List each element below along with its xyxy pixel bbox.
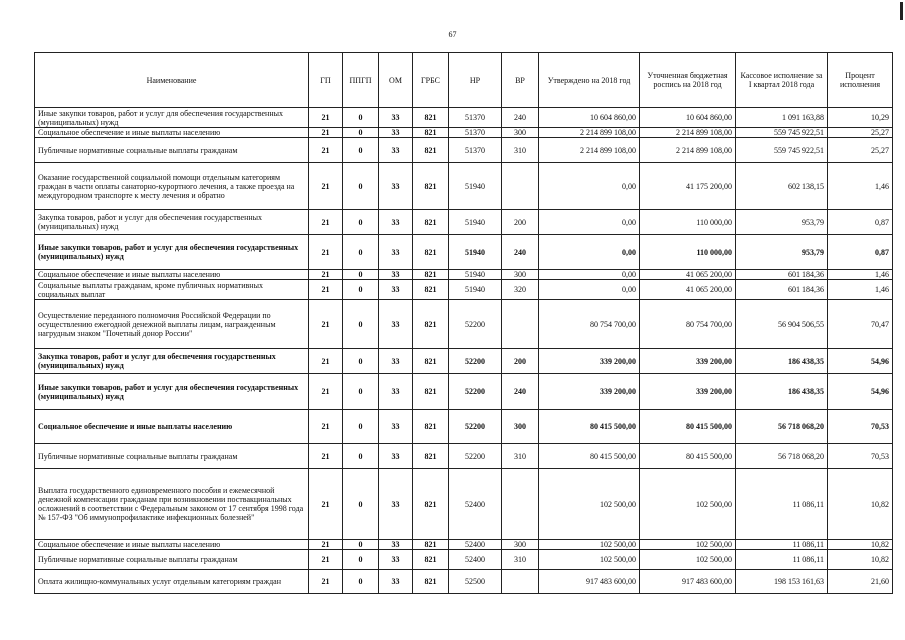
cell-refined: 41 065 200,00 — [640, 270, 736, 280]
table-row — [35, 235, 893, 270]
cell-pgp: 0 — [343, 235, 379, 270]
cell-om: 33 — [379, 349, 413, 374]
table-header-row — [35, 53, 893, 108]
cell-pgp: 0 — [343, 410, 379, 444]
cell-vr: 310 — [502, 550, 539, 570]
cell-refined: 2 214 899 108,00 — [640, 138, 736, 163]
cell-refined: 339 200,00 — [640, 349, 736, 374]
cell-gp: 21 — [309, 469, 343, 540]
cell-approved: 102 500,00 — [539, 550, 640, 570]
cell-grbs: 821 — [413, 138, 449, 163]
cell-cash: 11 086,11 — [736, 540, 828, 550]
cell-np: 51370 — [449, 108, 502, 128]
cell-name: Социальное обеспечение и иные выплаты населению — [35, 270, 309, 280]
cell-np: 52400 — [449, 540, 502, 550]
cell-gp: 21 — [309, 270, 343, 280]
header-gp: ГП — [309, 53, 343, 108]
table-row — [35, 540, 893, 550]
cell-approved: 80 415 500,00 — [539, 444, 640, 469]
cell-gp: 21 — [309, 540, 343, 550]
cell-percent: 21,60 — [828, 570, 893, 594]
cell-om: 33 — [379, 128, 413, 138]
cell-name: Оказание государственной социальной помощи отдельным категориям граждан в части оплаты санаторно-курортного лечения, а также проезда на междугородном транспорте к месту лечения и обратно — [35, 163, 309, 210]
cell-refined: 102 500,00 — [640, 540, 736, 550]
cell-approved: 917 483 600,00 — [539, 570, 640, 594]
cell-cash: 559 745 922,51 — [736, 138, 828, 163]
cell-refined: 80 754 700,00 — [640, 300, 736, 349]
cell-cash: 953,79 — [736, 210, 828, 235]
cell-approved: 0,00 — [539, 210, 640, 235]
cell-pgp: 0 — [343, 128, 379, 138]
cell-percent: 54,96 — [828, 374, 893, 410]
cell-vr: 320 — [502, 280, 539, 300]
cell-om: 33 — [379, 444, 413, 469]
cell-np: 52200 — [449, 300, 502, 349]
cell-gp: 21 — [309, 300, 343, 349]
table-row — [35, 270, 893, 280]
cell-name: Публичные нормативные социальные выплаты гражданам — [35, 138, 309, 163]
cell-vr — [502, 469, 539, 540]
cell-om: 33 — [379, 280, 413, 300]
cell-cash: 11 086,11 — [736, 469, 828, 540]
cell-percent: 25,27 — [828, 128, 893, 138]
cell-grbs: 821 — [413, 270, 449, 280]
cell-vr: 200 — [502, 349, 539, 374]
header-percent: Процент исполнения — [828, 53, 893, 108]
cell-refined: 102 500,00 — [640, 469, 736, 540]
header-approved: Утверждено на 2018 год — [539, 53, 640, 108]
cell-grbs: 821 — [413, 210, 449, 235]
cell-approved: 0,00 — [539, 163, 640, 210]
cell-percent: 1,46 — [828, 270, 893, 280]
cell-pgp: 0 — [343, 270, 379, 280]
cell-approved: 339 200,00 — [539, 349, 640, 374]
cell-pgp: 0 — [343, 444, 379, 469]
header-om: ОМ — [379, 53, 413, 108]
cell-percent: 1,46 — [828, 280, 893, 300]
cell-pgp: 0 — [343, 210, 379, 235]
cell-percent: 10,82 — [828, 550, 893, 570]
table-row — [35, 128, 893, 138]
cell-grbs: 821 — [413, 235, 449, 270]
cell-grbs: 821 — [413, 128, 449, 138]
cell-gp: 21 — [309, 210, 343, 235]
cell-pgp: 0 — [343, 540, 379, 550]
cell-grbs: 821 — [413, 300, 449, 349]
cell-name: Иные закупки товаров, работ и услуг для обеспечения государственных (муниципальных) нужд — [35, 374, 309, 410]
cell-approved: 102 500,00 — [539, 540, 640, 550]
cell-percent: 70,47 — [828, 300, 893, 349]
cell-vr — [502, 570, 539, 594]
table-row — [35, 138, 893, 163]
table-row — [35, 374, 893, 410]
cell-name: Публичные нормативные социальные выплаты гражданам — [35, 444, 309, 469]
cell-np: 52200 — [449, 349, 502, 374]
cell-refined: 110 000,00 — [640, 210, 736, 235]
cell-om: 33 — [379, 270, 413, 280]
cell-grbs: 821 — [413, 410, 449, 444]
header-pgp: ППГП — [343, 53, 379, 108]
cell-cash: 1 091 163,88 — [736, 108, 828, 128]
cell-approved: 80 415 500,00 — [539, 410, 640, 444]
cell-np: 52200 — [449, 444, 502, 469]
cell-refined: 917 483 600,00 — [640, 570, 736, 594]
cell-refined: 80 415 500,00 — [640, 410, 736, 444]
table-row — [35, 163, 893, 210]
cell-name: Социальное обеспечение и иные выплаты населению — [35, 540, 309, 550]
cell-vr — [502, 300, 539, 349]
table-row — [35, 108, 893, 128]
cell-np: 51940 — [449, 280, 502, 300]
cell-gp: 21 — [309, 280, 343, 300]
table-row — [35, 410, 893, 444]
cell-om: 33 — [379, 374, 413, 410]
cell-name: Социальное обеспечение и иные выплаты населению — [35, 128, 309, 138]
cell-refined: 10 604 860,00 — [640, 108, 736, 128]
cell-cash: 601 184,36 — [736, 270, 828, 280]
cell-np: 52400 — [449, 469, 502, 540]
cell-grbs: 821 — [413, 550, 449, 570]
table-row — [35, 469, 893, 540]
cell-np: 52500 — [449, 570, 502, 594]
cell-approved: 0,00 — [539, 280, 640, 300]
cell-refined: 41 175 200,00 — [640, 163, 736, 210]
cell-approved: 2 214 899 108,00 — [539, 128, 640, 138]
cell-vr: 310 — [502, 138, 539, 163]
cell-om: 33 — [379, 410, 413, 444]
cell-np: 51940 — [449, 270, 502, 280]
cell-name: Иные закупки товаров, работ и услуг для обеспечения государственных (муниципальных) нужд — [35, 108, 309, 128]
cell-vr: 300 — [502, 540, 539, 550]
cell-om: 33 — [379, 138, 413, 163]
cell-name: Закупка товаров, работ и услуг для обеспечения государственных (муниципальных) нужд — [35, 210, 309, 235]
cell-percent: 25,27 — [828, 138, 893, 163]
cell-name: Выплата государственного единовременного пособия и ежемесячной денежной компенсации гражданам при возникновении поствакцинальных осложнений в соответствии с Федеральным законом от 17 сентября 1998 года № 157-ФЗ "Об иммунопрофилактике инфекционных болезней" — [35, 469, 309, 540]
cell-grbs: 821 — [413, 469, 449, 540]
cell-np: 52400 — [449, 550, 502, 570]
cell-cash: 56 718 068,20 — [736, 410, 828, 444]
cell-vr: 200 — [502, 210, 539, 235]
cell-cash: 602 138,15 — [736, 163, 828, 210]
table-row — [35, 210, 893, 235]
scan-edge-mark — [900, 2, 903, 20]
cell-vr: 300 — [502, 270, 539, 280]
header-cash: Кассовое исполнение за I квартал 2018 года — [736, 53, 828, 108]
cell-approved: 102 500,00 — [539, 469, 640, 540]
page-number: 67 — [448, 30, 457, 39]
cell-refined: 102 500,00 — [640, 550, 736, 570]
cell-percent: 10,82 — [828, 469, 893, 540]
cell-cash: 56 904 506,55 — [736, 300, 828, 349]
cell-gp: 21 — [309, 349, 343, 374]
cell-np: 51940 — [449, 210, 502, 235]
cell-gp: 21 — [309, 410, 343, 444]
cell-vr: 240 — [502, 108, 539, 128]
table-row — [35, 550, 893, 570]
cell-np: 51940 — [449, 163, 502, 210]
cell-pgp: 0 — [343, 570, 379, 594]
budget-table — [34, 52, 893, 594]
cell-pgp: 0 — [343, 349, 379, 374]
cell-gp: 21 — [309, 108, 343, 128]
cell-om: 33 — [379, 300, 413, 349]
cell-name: Социальное обеспечение и иные выплаты населению — [35, 410, 309, 444]
cell-pgp: 0 — [343, 300, 379, 349]
cell-refined: 110 000,00 — [640, 235, 736, 270]
header-vr: ВР — [502, 53, 539, 108]
cell-gp: 21 — [309, 570, 343, 594]
cell-name: Оплата жилищно-коммунальных услуг отдельным категориям граждан — [35, 570, 309, 594]
cell-om: 33 — [379, 469, 413, 540]
table-body — [35, 108, 893, 594]
cell-gp: 21 — [309, 550, 343, 570]
cell-refined: 339 200,00 — [640, 374, 736, 410]
cell-percent: 54,96 — [828, 349, 893, 374]
cell-name: Социальные выплаты гражданам, кроме публичных нормативных социальных выплат — [35, 280, 309, 300]
cell-percent: 70,53 — [828, 410, 893, 444]
table-row — [35, 300, 893, 349]
cell-np: 51370 — [449, 138, 502, 163]
cell-om: 33 — [379, 235, 413, 270]
cell-pgp: 0 — [343, 163, 379, 210]
cell-gp: 21 — [309, 138, 343, 163]
cell-approved: 10 604 860,00 — [539, 108, 640, 128]
header-name: Наименование — [35, 53, 309, 108]
cell-om: 33 — [379, 108, 413, 128]
cell-grbs: 821 — [413, 570, 449, 594]
cell-percent: 70,53 — [828, 444, 893, 469]
cell-gp: 21 — [309, 444, 343, 469]
cell-np: 52200 — [449, 374, 502, 410]
header-refined: Уточненная бюджетная роспись на 2018 год — [640, 53, 736, 108]
cell-vr: 310 — [502, 444, 539, 469]
cell-pgp: 0 — [343, 550, 379, 570]
cell-gp: 21 — [309, 374, 343, 410]
cell-grbs: 821 — [413, 540, 449, 550]
cell-refined: 2 214 899 108,00 — [640, 128, 736, 138]
cell-cash: 186 438,35 — [736, 374, 828, 410]
cell-cash: 953,79 — [736, 235, 828, 270]
cell-name: Осуществление переданного полномочия Российской Федерации по осуществлению ежегодной денежной выплаты лицам, награжденным нагрудным знаком "Почетный донор России" — [35, 300, 309, 349]
cell-om: 33 — [379, 210, 413, 235]
table-row — [35, 444, 893, 469]
cell-grbs: 821 — [413, 374, 449, 410]
cell-grbs: 821 — [413, 108, 449, 128]
cell-cash: 11 086,11 — [736, 550, 828, 570]
cell-name: Публичные нормативные социальные выплаты гражданам — [35, 550, 309, 570]
cell-grbs: 821 — [413, 349, 449, 374]
cell-name: Закупка товаров, работ и услуг для обеспечения государственных (муниципальных) нужд — [35, 349, 309, 374]
cell-grbs: 821 — [413, 163, 449, 210]
cell-pgp: 0 — [343, 280, 379, 300]
cell-percent: 0,87 — [828, 235, 893, 270]
cell-vr: 240 — [502, 235, 539, 270]
cell-approved: 2 214 899 108,00 — [539, 138, 640, 163]
table-row — [35, 280, 893, 300]
cell-pgp: 0 — [343, 108, 379, 128]
header-np: НР — [449, 53, 502, 108]
cell-cash: 198 153 161,63 — [736, 570, 828, 594]
cell-approved: 0,00 — [539, 270, 640, 280]
cell-pgp: 0 — [343, 374, 379, 410]
cell-cash: 559 745 922,51 — [736, 128, 828, 138]
cell-vr: 300 — [502, 128, 539, 138]
cell-om: 33 — [379, 540, 413, 550]
cell-name: Иные закупки товаров, работ и услуг для обеспечения государственных (муниципальных) нужд — [35, 235, 309, 270]
cell-om: 33 — [379, 163, 413, 210]
cell-vr — [502, 163, 539, 210]
cell-grbs: 821 — [413, 280, 449, 300]
cell-gp: 21 — [309, 128, 343, 138]
cell-gp: 21 — [309, 163, 343, 210]
cell-approved: 80 754 700,00 — [539, 300, 640, 349]
cell-cash: 601 184,36 — [736, 280, 828, 300]
cell-pgp: 0 — [343, 469, 379, 540]
cell-cash: 56 718 068,20 — [736, 444, 828, 469]
cell-np: 51370 — [449, 128, 502, 138]
cell-grbs: 821 — [413, 444, 449, 469]
cell-refined: 80 415 500,00 — [640, 444, 736, 469]
cell-om: 33 — [379, 550, 413, 570]
cell-approved: 0,00 — [539, 235, 640, 270]
cell-pgp: 0 — [343, 138, 379, 163]
cell-gp: 21 — [309, 235, 343, 270]
cell-percent: 1,46 — [828, 163, 893, 210]
table-row — [35, 570, 893, 594]
cell-np: 52200 — [449, 410, 502, 444]
cell-approved: 339 200,00 — [539, 374, 640, 410]
cell-percent: 10,82 — [828, 540, 893, 550]
table-row — [35, 349, 893, 374]
cell-percent: 10,29 — [828, 108, 893, 128]
cell-percent: 0,87 — [828, 210, 893, 235]
cell-np: 51940 — [449, 235, 502, 270]
cell-om: 33 — [379, 570, 413, 594]
cell-vr: 240 — [502, 374, 539, 410]
cell-refined: 41 065 200,00 — [640, 280, 736, 300]
cell-vr: 300 — [502, 410, 539, 444]
header-grbs: ГРБС — [413, 53, 449, 108]
cell-cash: 186 438,35 — [736, 349, 828, 374]
